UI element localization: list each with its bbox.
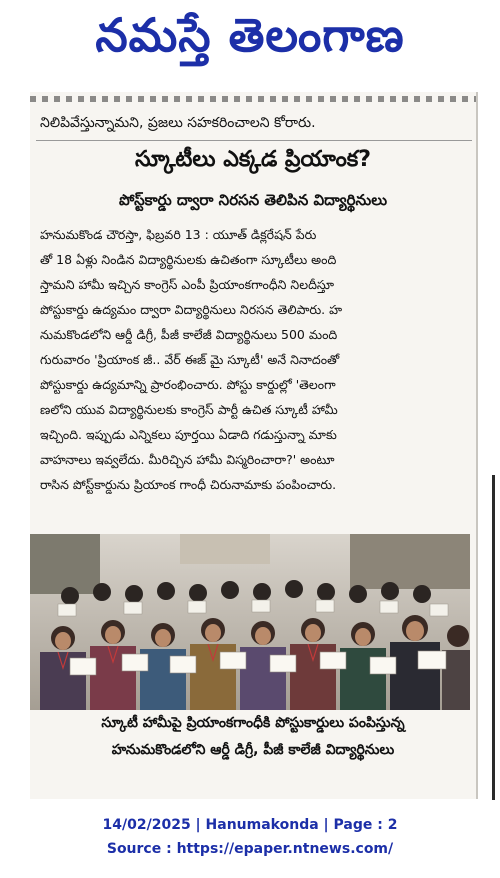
epaper-footer (0, 813, 500, 861)
body-line: తో 18 ఏళ్లు నిండిన విద్యార్థినులకు ఉచితంగా స్కూటీలు అంది (40, 252, 337, 267)
divider-top (36, 140, 472, 141)
body-line: రాసిన పోస్ట్‌కార్డును ప్రియాంక గాంధీ చిరునామాకు పంపించారు. (40, 477, 337, 492)
body-line: స్తామని హామీ ఇచ్చిన కాంగ్రెస్ ఎంపీ ప్రియాంకగాంధీని నిలదీస్తూ (40, 277, 335, 292)
article-subheadline: పోస్ట్‌కార్డు ద్వారా నిరసన తెలిపిన విద్యార్థినులు (118, 191, 388, 209)
body-line: ణలోని యువ విద్యార్థినులకు కాంగ్రెస్ పార్టీ ఉచిత స్కూటీ హామీ (40, 402, 338, 417)
article-body (40, 222, 470, 497)
edition-info: 14/02/2025 | Hanumakonda | Page : 2 (102, 817, 398, 833)
article-intro-line: నిలిపివేస్తున్నామని, ప్రజలు సహకరించాలని కోరారు. (40, 115, 316, 131)
clipping-edge-shadow (492, 475, 495, 800)
photo-caption (36, 710, 470, 764)
caption-line: స్కూటీ హామీపై ప్రియాంకగాంధీకి పోస్టుకార్డులు పంపిస్తున్న (101, 715, 405, 731)
caption-line: హనుమకొండలోని ఆర్డీ డిగ్రీ, పీజీ కాలేజీ విద్యార్థినులు (111, 742, 395, 758)
body-line: వాహనాలు ఇవ్వలేదు. మీరిచ్చిన హామీ విస్మరించారా?' అంటూ (40, 452, 335, 467)
body-line: ఇచ్చింది. ఇప్పుడు ఎన్నికలు పూర్తయి ఏడాది గడుస్తున్నా మాకు (40, 427, 337, 442)
article-headline: స్కూటీలు ఎక్కడ ప్రియాంక? (134, 147, 372, 172)
masthead-title: నమస్తే తెలంగాణ (95, 8, 405, 62)
newspaper-masthead (0, 0, 500, 82)
body-line: పోస్టుకార్డు ఉద్యమం ద్వారా విద్యార్థినులు నిరసన తెలిపారు. హ (40, 302, 343, 317)
body-line: పోస్టుకార్డు ఉద్యమాన్ని ప్రారంభించారు. పోస్టు కార్డుల్లో 'తెలంగా (40, 377, 336, 392)
body-line: హనుమకొండ చౌరస్తా, ఫిబ్రవరి 13 : యూత్ డిక్లరేషన్ పేరు (40, 227, 317, 242)
article-photo (30, 534, 470, 710)
torn-top-text-fragment (30, 96, 476, 102)
body-line: గురువారం 'ప్రియాంక జీ.. వేర్ ఈజ్ మై స్కూటీ' అనే నినాదంతో (40, 352, 340, 367)
source-link[interactable]: Source : https://epaper.ntnews.com/ (106, 841, 394, 857)
students-holding-postcards-photo (30, 534, 470, 710)
body-line: నుమకొండలోని ఆర్డీ డిగ్రీ, పీజీ కాలేజీ విద్యార్థినులు 500 మంది (40, 327, 338, 342)
